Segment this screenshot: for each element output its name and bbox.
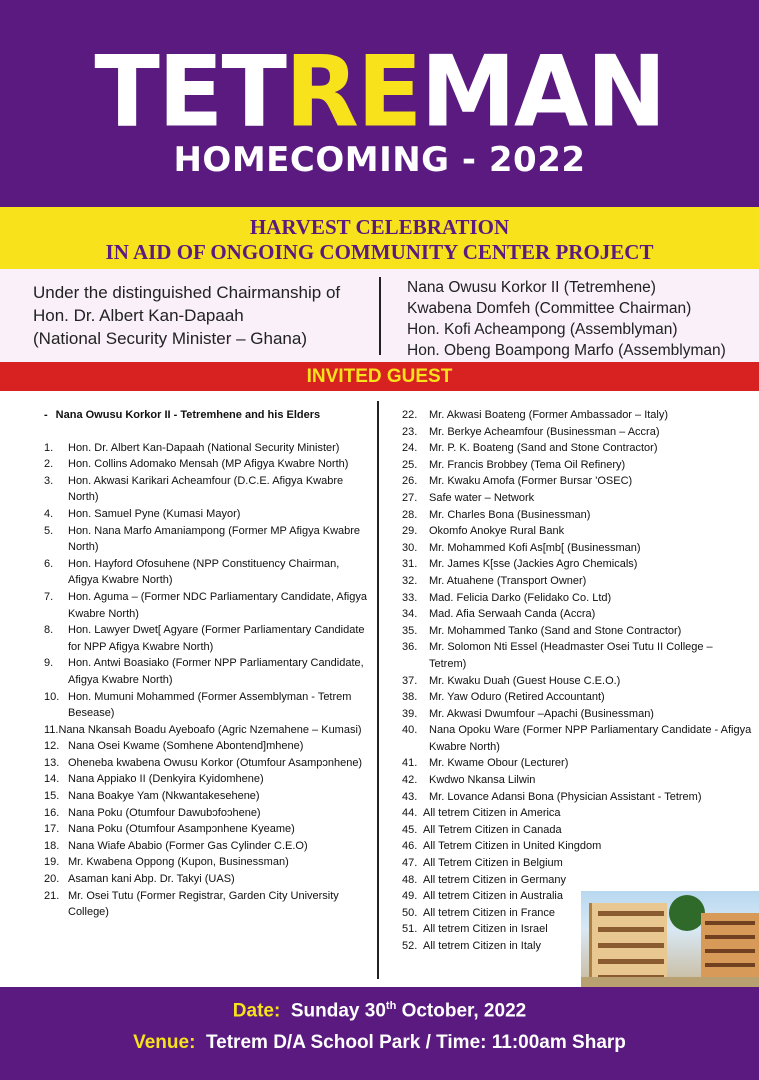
list-item-text: Mr. Kwaku Amofa (Former Bursar 'OSEC) <box>429 475 633 488</box>
list-item-text: Hon. Nana Marfo Amaniampong (Former MP Afigya Kwabre North) <box>68 524 361 554</box>
list-item <box>0 871 376 888</box>
event-title <box>0 34 759 150</box>
invited-guest-heading: INVITED GUEST <box>0 362 759 391</box>
organizer-line: Hon. Obeng Boampong Marfo (Assemblyman) <box>407 342 726 359</box>
list-item-text: Mr. Akwasi Boateng (Former Ambassador – Italy) <box>429 409 669 421</box>
list-item <box>0 440 376 457</box>
list-number: 44. <box>402 807 418 820</box>
list-item <box>402 722 752 755</box>
header-banner <box>0 0 759 207</box>
list-item-text: Safe water – Network <box>429 491 535 504</box>
list-number: 43. <box>402 790 418 803</box>
list-item-text: Hon. Antwi Boasiako (Former NPP Parliamentary Candidate, Afigya Kwabre North) <box>68 657 364 686</box>
guest-list <box>0 391 759 987</box>
list-item <box>402 673 752 690</box>
list-item <box>402 490 752 507</box>
list-number: 50. <box>402 906 418 919</box>
list-item-text: Mr. Mohammed Kofi As[mb[ (Businessman) <box>429 541 641 554</box>
organizer-line: Hon. Kofi Acheampong (Assemblyman) <box>407 321 678 338</box>
list-item <box>0 589 376 622</box>
footer-banner <box>0 987 759 1080</box>
chair-line: Under the distinguished Chairmanship of <box>33 283 341 302</box>
list-item <box>402 407 752 424</box>
list-number: 24. <box>402 442 418 455</box>
list-item-text: Hon. Lawyer Dwet[ Agyare (Former Parliamentary Candidate for NPP Afigya Kwabre North) <box>68 624 365 653</box>
list-item <box>0 755 376 772</box>
list-item-text: Mr. Francis Brobbey (Tema Oil Refinery) <box>429 458 626 471</box>
list-item-text: Mr. Mohammed Tanko (Sand and Stone Contractor) <box>429 624 682 637</box>
list-number: 41. <box>402 757 418 770</box>
list-number: 23. <box>402 425 418 438</box>
date-value: Sunday 30 <box>290 1000 386 1022</box>
list-item-text: All tetrem Citizen in Israel <box>423 923 548 936</box>
chairman-block <box>33 281 373 350</box>
list-number: 30. <box>402 541 418 554</box>
list-item <box>0 771 376 788</box>
list-item-text: Mad. Felicia Darko (Felidako Co. Ltd) <box>429 591 612 604</box>
event-subtitle: HOMECOMING - 2022 <box>173 140 586 180</box>
list-item <box>402 424 752 441</box>
list-item <box>402 473 752 490</box>
list-item <box>0 655 376 688</box>
list-item <box>402 606 752 623</box>
list-item-text: All tetrem Citizen in Germany <box>423 873 567 886</box>
list-item <box>402 573 752 590</box>
list-item <box>402 540 752 557</box>
date-value-rest: October, 2022 <box>396 1000 527 1022</box>
list-item <box>402 872 752 889</box>
list-item-text: Mr. Osei Tutu (Former Registrar, Garden City University College) <box>68 889 339 919</box>
list-item-text: Nana Boakye Yam (Nkwantakesehene) <box>68 790 260 803</box>
venue-label: Venue: <box>133 1032 196 1053</box>
chair-line: Hon. Dr. Albert Kan-Dapaah <box>33 306 244 325</box>
list-number: 47. <box>402 857 418 870</box>
list-number: 25. <box>402 458 418 471</box>
vertical-divider <box>379 277 381 355</box>
list-number: 7. <box>44 590 54 603</box>
list-number: 26. <box>402 475 418 488</box>
list-item-text: Asaman kani Abp. Dr. Takyi (UAS) <box>68 873 235 886</box>
list-item-text: Nana Owusu Korkor II - Tetremhene and his Elders <box>55 409 321 421</box>
list-number: 34. <box>402 608 418 621</box>
list-number: 4. <box>44 507 54 520</box>
list-item-text: Oheneba kwabena Owusu Korkor (Otumfour Asampɔnhene) <box>68 756 363 769</box>
list-number: 38. <box>402 691 418 704</box>
list-number: 37. <box>402 674 418 687</box>
list-item <box>0 738 376 755</box>
list-item-text: Nana Nkansah Boadu Ayeboafo (Agric Nzemahene – Kumasi) <box>58 723 362 736</box>
list-number: 39. <box>402 707 418 720</box>
list-number: 8. <box>44 624 54 637</box>
list-number: 12. <box>44 740 60 753</box>
title-part-re: RE <box>284 34 421 150</box>
list-item-text: Nana Wiafe Ababio (Former Gas Cylinder C.E.O) <box>68 839 308 852</box>
list-number: 18. <box>44 839 60 852</box>
list-item <box>402 855 752 872</box>
list-item <box>0 506 376 523</box>
list-number: 51. <box>402 923 418 936</box>
list-item-text: Nana Poku (Otumfour Asampɔnhene Kyeame) <box>68 823 295 836</box>
list-item-text: All tetrem Citizen in Australia <box>423 890 563 903</box>
list-item-text: Kwdwo Nkansa Lilwin <box>429 774 536 787</box>
harvest-banner <box>0 207 759 269</box>
list-item-text: Mr. Akwasi Dwumfour –Apachi (Businessman) <box>429 707 654 720</box>
list-number: 31. <box>402 558 418 571</box>
list-item <box>402 838 752 855</box>
list-number: 6. <box>44 557 54 570</box>
list-item <box>402 689 752 706</box>
list-item-text: Hon. Hayford Ofosuhene (NPP Constituency Chairman, Afigya Kwabre North) <box>68 557 340 587</box>
building-shape <box>701 913 759 987</box>
list-number: 5. <box>44 524 54 537</box>
list-item <box>0 407 376 424</box>
list-number: 14. <box>44 773 60 786</box>
list-number: 20. <box>44 873 60 886</box>
list-number: 32. <box>402 574 418 587</box>
chairmanship-section <box>0 269 759 362</box>
list-item <box>402 590 752 607</box>
list-item <box>402 805 752 822</box>
list-item-text: Hon. Collins Adomako Mensah (MP Afigya Kwabre North) <box>68 458 349 471</box>
list-item <box>402 789 752 806</box>
title-part-man: MAN <box>420 34 665 150</box>
list-item <box>0 523 376 556</box>
list-item <box>0 556 376 589</box>
list-item-text: Mr. Solomon Nti Essel (Headmaster Osei Tutu II College – Tetrem) <box>429 641 713 670</box>
list-number: 27. <box>402 491 418 504</box>
list-item-text: Mr. Yaw Oduro (Retired Accountant) <box>429 691 605 704</box>
list-item-text: All Tetrem Citizen in United Kingdom <box>423 840 602 853</box>
list-item <box>402 440 752 457</box>
list-number: 17. <box>44 823 60 836</box>
list-item <box>402 706 752 723</box>
list-item-text: Mr. Charles Bona (Businessman) <box>429 508 591 521</box>
list-number: 33. <box>402 591 418 604</box>
list-item-text: Mr. Berkye Acheamfour (Businessman – Accra) <box>429 425 660 438</box>
list-item-text: All tetrem Citizen in Italy <box>423 940 541 952</box>
list-number: 9. <box>44 657 54 670</box>
list-item-text: Nana Osei Kwame (Somhene Abontend]mhene) <box>68 740 304 753</box>
list-number: 48. <box>402 873 418 886</box>
list-item <box>0 888 376 921</box>
list-number: 52. <box>402 940 418 952</box>
list-item <box>0 722 376 739</box>
organizers-block <box>407 277 752 361</box>
list-item <box>402 457 752 474</box>
list-item-text: All tetrem Citizen in America <box>423 807 561 820</box>
list-item-text: Mad. Afia Serwaah Canda (Accra) <box>429 608 596 621</box>
harvest-line-2: IN AID OF ONGOING COMMUNITY CENTER PROJECT <box>105 240 654 264</box>
list-item <box>0 854 376 871</box>
list-number: 28. <box>402 508 418 521</box>
title-part-tet: TET <box>94 34 285 150</box>
list-item-text: All Tetrem Citizen in Canada <box>423 823 562 836</box>
list-item-text: Mr. Kwaku Duah (Guest House C.E.O.) <box>429 674 621 687</box>
organizer-line: Nana Owusu Korkor II (Tetremhene) <box>407 279 656 296</box>
list-number: 19. <box>44 856 60 869</box>
list-number: 36. <box>402 641 418 654</box>
list-number: 29. <box>402 525 418 538</box>
list-item-text: Mr. James K[sse (Jackies Agro Chemicals) <box>429 558 638 571</box>
list-item <box>402 523 752 540</box>
list-item <box>0 473 376 506</box>
building-shape <box>589 903 667 987</box>
list-number: 3. <box>44 474 54 487</box>
list-number: 21. <box>44 889 60 902</box>
list-item <box>402 507 752 524</box>
ground-shape <box>581 977 759 987</box>
list-item-text: Hon. Mumuni Mohammed (Former Assemblyman - Tetrem Besease) <box>68 690 352 720</box>
list-item-text: Mr. P. K. Boateng (Sand and Stone Contractor) <box>429 442 658 455</box>
list-item-text: Mr. Kwabena Oppong (Kupon, Businessman) <box>68 856 289 869</box>
list-item <box>402 639 752 672</box>
list-bullet: - <box>44 409 48 421</box>
list-item-text: Nana Opoku Ware (Former NPP Parliamentary Candidate - Afigya Kwabre North) <box>429 724 752 753</box>
guest-column-left <box>0 407 376 921</box>
list-item-text: Hon. Samuel Pyne (Kumasi Mayor) <box>68 507 241 520</box>
event-date <box>0 1000 759 1022</box>
date-suffix: th <box>385 1000 397 1012</box>
list-item <box>402 556 752 573</box>
list-item <box>0 622 376 655</box>
list-number: 15. <box>44 790 60 803</box>
event-venue <box>0 1032 759 1054</box>
list-item <box>0 689 376 722</box>
list-item-text: Mr. Kwame Obour (Lecturer) <box>429 757 569 770</box>
list-number: 49. <box>402 890 418 903</box>
list-item-text: All Tetrem Citizen in Belgium <box>423 857 563 870</box>
list-number: 2. <box>44 458 54 471</box>
list-number: 1. <box>44 441 54 454</box>
list-item <box>0 821 376 838</box>
list-number: 42. <box>402 774 418 787</box>
harvest-line-1: HARVEST CELEBRATION <box>249 215 510 239</box>
list-item-text: Okomfo Anokye Rural Bank <box>429 525 565 538</box>
list-number: 13. <box>44 756 60 769</box>
list-item <box>0 838 376 855</box>
venue-value: Tetrem D/A School Park / Time: 11:00am Sharp <box>205 1032 626 1053</box>
list-item-text: Hon. Akwasi Karikari Acheamfour (D.C.E. Afigya Kwabre North) <box>68 474 344 504</box>
list-number: 46. <box>402 840 418 853</box>
guest-column-right <box>402 407 752 955</box>
list-item-text: Mr. Atuahene (Transport Owner) <box>429 574 587 587</box>
tree-shape <box>669 895 705 931</box>
list-item-text: Nana Appiako II (Denkyira Kyidomhene) <box>68 773 264 786</box>
column-divider <box>377 401 379 979</box>
list-number: 40. <box>402 724 418 737</box>
list-number: 16. <box>44 806 60 819</box>
organizer-line: Kwabena Domfeh (Committee Chairman) <box>407 300 692 317</box>
list-number: 10. <box>44 690 60 703</box>
list-item-text: All tetrem Citizen in France <box>423 906 556 919</box>
list-item <box>402 772 752 789</box>
list-item-text: Mr. Lovance Adansi Bona (Physician Assistant - Tetrem) <box>429 790 702 803</box>
list-item-text: Hon. Dr. Albert Kan-Dapaah (National Security Minister) <box>68 441 340 454</box>
list-number: 22. <box>402 409 418 421</box>
list-item-text: Hon. Aguma – (Former NDC Parliamentary Candidate, Afigya Kwabre North) <box>68 590 367 620</box>
list-item <box>0 805 376 822</box>
list-number: 35. <box>402 624 418 637</box>
list-item <box>0 788 376 805</box>
list-item <box>402 822 752 839</box>
list-item <box>402 755 752 772</box>
chair-line: (National Security Minister – Ghana) <box>33 329 308 348</box>
list-item-text: Nana Poku (Otumfour Dawubɔfoɔhene) <box>68 806 261 819</box>
list-number: 11. <box>44 723 59 736</box>
list-item <box>402 623 752 640</box>
community-center-photo <box>581 891 759 987</box>
date-label: Date: <box>232 1000 281 1022</box>
list-number: 45. <box>402 823 418 836</box>
list-item <box>0 456 376 473</box>
